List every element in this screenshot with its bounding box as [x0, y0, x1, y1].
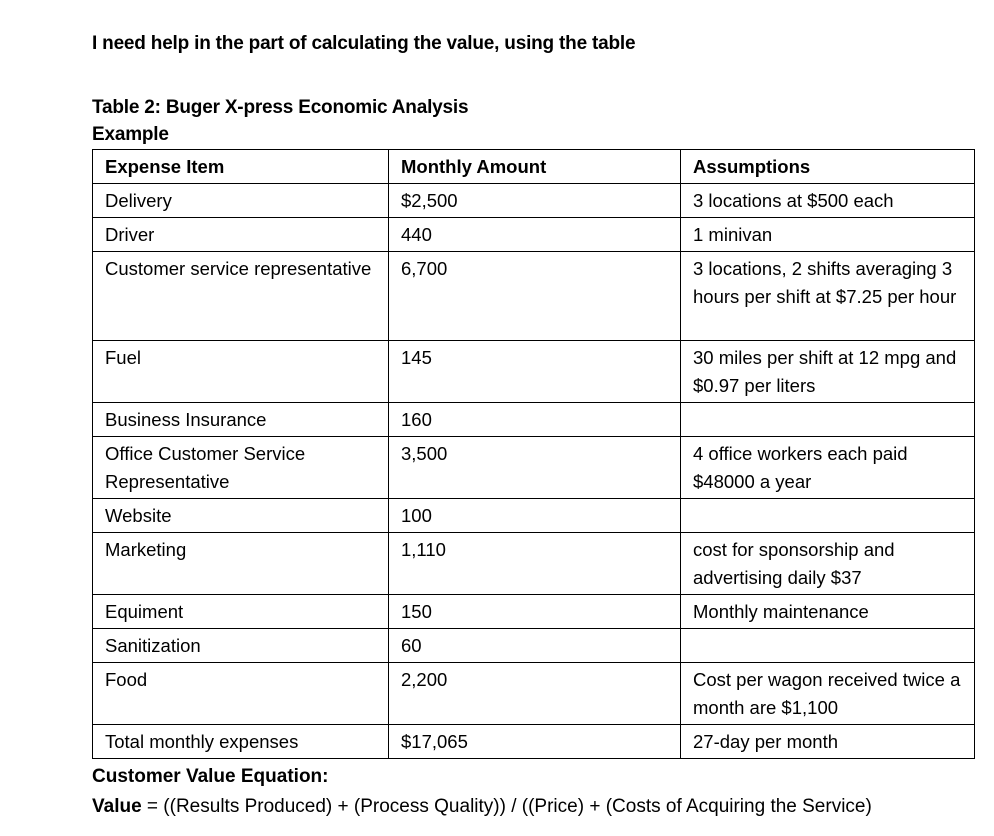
cell-assumption: 3 locations at $500 each	[681, 184, 975, 218]
table-caption-subtitle: Example	[92, 124, 169, 145]
cell-expense-item: Customer service representative	[93, 252, 389, 341]
cell-monthly-amount: 1,110	[389, 533, 681, 595]
table-row	[93, 403, 975, 437]
equation-formula: = ((Results Produced) + (Process Quality)) / ((Price) + (Costs of Acquiring the Service)	[141, 796, 872, 817]
cell-expense-item: Marketing	[93, 533, 389, 595]
table-row	[93, 184, 975, 218]
header-expense-item: Expense Item	[93, 150, 389, 184]
cell-expense-item: Equiment	[93, 595, 389, 629]
cell-expense-item: Total monthly expenses	[93, 725, 389, 759]
cell-expense-item: Business Insurance	[93, 403, 389, 437]
cell-expense-item: Office Customer Service Representative	[93, 437, 389, 499]
cell-expense-item: Website	[93, 499, 389, 533]
table-row	[93, 499, 975, 533]
cell-monthly-amount: 160	[389, 403, 681, 437]
cell-monthly-amount: $17,065	[389, 725, 681, 759]
cell-expense-item: Food	[93, 663, 389, 725]
table-header-row	[93, 150, 975, 184]
cell-assumption: 1 minivan	[681, 218, 975, 252]
cell-monthly-amount: $2,500	[389, 184, 681, 218]
cell-assumption: 4 office workers each paid $48000 a year	[681, 437, 975, 499]
cell-assumption: cost for sponsorship and advertising daily $37	[681, 533, 975, 595]
table-row	[93, 533, 975, 595]
cell-assumption: 30 miles per shift at 12 mpg and $0.97 per liters	[681, 341, 975, 403]
cell-monthly-amount: 145	[389, 341, 681, 403]
table-caption-title: Table 2: Buger X-press Economic Analysis	[92, 97, 469, 118]
cell-monthly-amount: 100	[389, 499, 681, 533]
cell-assumption: 27-day per month	[681, 725, 975, 759]
header-monthly-amount: Monthly Amount	[389, 150, 681, 184]
cell-expense-item: Fuel	[93, 341, 389, 403]
cell-assumption: Cost per wagon received twice a month are $1,100	[681, 663, 975, 725]
cell-expense-item: Delivery	[93, 184, 389, 218]
cell-assumption	[681, 403, 975, 437]
equation-label: Value	[92, 796, 142, 817]
table-row	[93, 595, 975, 629]
table-total-row	[93, 725, 975, 759]
cell-monthly-amount: 150	[389, 595, 681, 629]
table-row	[93, 252, 975, 341]
table-caption	[92, 94, 468, 148]
cell-expense-item: Sanitization	[93, 629, 389, 663]
cell-monthly-amount: 2,200	[389, 663, 681, 725]
table-row	[93, 218, 975, 252]
cell-assumption	[681, 499, 975, 533]
cell-assumption	[681, 629, 975, 663]
cell-monthly-amount: 6,700	[389, 252, 681, 341]
economic-analysis-table	[92, 149, 975, 759]
value-equation	[92, 796, 872, 818]
header-assumptions: Assumptions	[681, 150, 975, 184]
cell-monthly-amount: 60	[389, 629, 681, 663]
table-row	[93, 437, 975, 499]
table-row	[93, 341, 975, 403]
table-row	[93, 629, 975, 663]
cell-assumption: 3 locations, 2 shifts averaging 3 hours per shift at $7.25 per hour	[681, 252, 975, 341]
cell-monthly-amount: 440	[389, 218, 681, 252]
cell-monthly-amount: 3,500	[389, 437, 681, 499]
cell-assumption: Monthly maintenance	[681, 595, 975, 629]
equation-title: Customer Value Equation:	[92, 766, 329, 787]
cell-expense-item: Driver	[93, 218, 389, 252]
question-text: I need help in the part of calculating the value, using the table	[92, 33, 636, 54]
table-row	[93, 663, 975, 725]
